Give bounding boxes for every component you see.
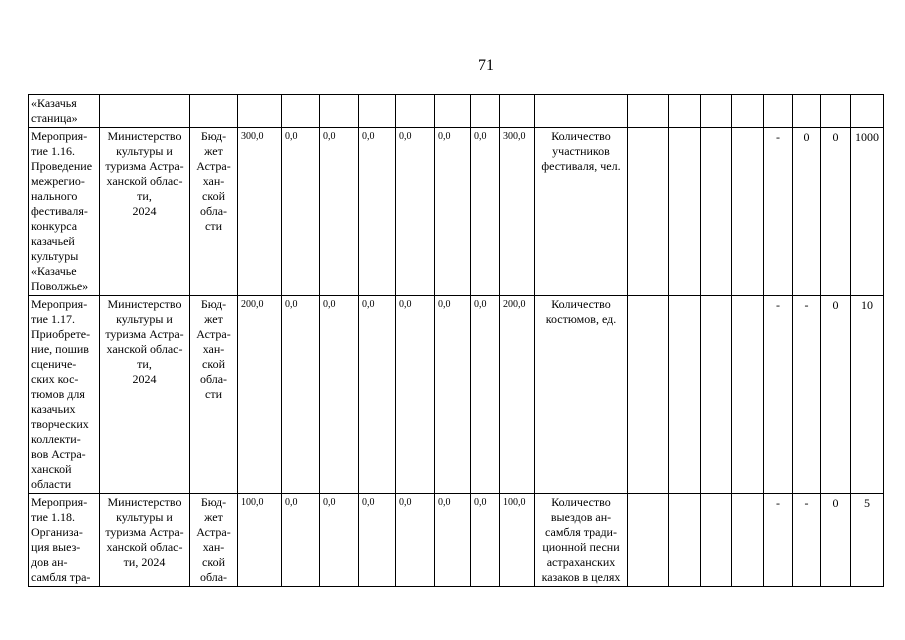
target-value-cell bbox=[851, 95, 884, 128]
executor-cell: Министерство культуры и туризма Астра- ханской облас- ти, 2024 bbox=[100, 128, 190, 296]
funding-source-cell bbox=[190, 95, 238, 128]
funding-amount-cell: 0,0 bbox=[471, 494, 500, 587]
funding-amount-cell bbox=[238, 95, 282, 128]
funding-amount-cell bbox=[435, 95, 471, 128]
target-value-cell bbox=[669, 128, 701, 296]
executor-cell bbox=[100, 95, 190, 128]
page-number: 71 bbox=[478, 57, 494, 74]
funding-amount-cell: 0,0 bbox=[320, 128, 359, 296]
funding-amount-cell: 0,0 bbox=[320, 494, 359, 587]
funding-amount-cell bbox=[359, 95, 396, 128]
target-value-cell: 0 bbox=[821, 128, 851, 296]
funding-source-cell: Бюд- жет Астра- хан- ской обла- сти bbox=[190, 296, 238, 494]
funding-amount-cell: 100,0 bbox=[238, 494, 282, 587]
funding-amount-cell: 0,0 bbox=[471, 128, 500, 296]
target-value-cell bbox=[628, 95, 669, 128]
funding-amount-cell: 100,0 bbox=[500, 494, 535, 587]
target-value-cell: - bbox=[764, 494, 793, 587]
target-value-cell: - bbox=[764, 128, 793, 296]
event-name-cell: Мероприя- тие 1.18. Организа- ция выез- дов ан- самбля тра- bbox=[29, 494, 100, 587]
target-value-cell: 10 bbox=[851, 296, 884, 494]
target-value-cell bbox=[821, 95, 851, 128]
funding-amount-cell: 0,0 bbox=[396, 494, 435, 587]
target-value-cell bbox=[701, 128, 732, 296]
indicator-cell bbox=[535, 95, 628, 128]
target-value-cell: 0 bbox=[793, 128, 821, 296]
target-value-cell bbox=[669, 494, 701, 587]
funding-amount-cell: 300,0 bbox=[238, 128, 282, 296]
target-value-cell: - bbox=[764, 296, 793, 494]
target-value-cell bbox=[764, 95, 793, 128]
funding-amount-cell: 0,0 bbox=[359, 494, 396, 587]
funding-amount-cell: 200,0 bbox=[238, 296, 282, 494]
funding-amount-cell: 200,0 bbox=[500, 296, 535, 494]
target-value-cell: 5 bbox=[851, 494, 884, 587]
target-value-cell: - bbox=[793, 296, 821, 494]
funding-amount-cell: 0,0 bbox=[396, 296, 435, 494]
target-value-cell bbox=[732, 296, 764, 494]
target-value-cell bbox=[628, 296, 669, 494]
funding-amount-cell bbox=[471, 95, 500, 128]
target-value-cell: 1000 bbox=[851, 128, 884, 296]
target-value-cell bbox=[628, 128, 669, 296]
funding-amount-cell: 0,0 bbox=[282, 296, 320, 494]
event-name-cell: «Казачья станица» bbox=[29, 95, 100, 128]
table-row bbox=[29, 296, 884, 494]
funding-amount-cell bbox=[396, 95, 435, 128]
indicator-cell: Количество выездов ан- самбля тради- ционной песни астраханских казаков в целях bbox=[535, 494, 628, 587]
funding-amount-cell bbox=[500, 95, 535, 128]
funding-amount-cell: 0,0 bbox=[282, 494, 320, 587]
funding-amount-cell: 0,0 bbox=[435, 494, 471, 587]
funding-amount-cell bbox=[320, 95, 359, 128]
funding-source-cell: Бюд- жет Астра- хан- ской обла- сти bbox=[190, 128, 238, 296]
target-value-cell: - bbox=[793, 494, 821, 587]
target-value-cell bbox=[669, 95, 701, 128]
funding-amount-cell: 0,0 bbox=[435, 128, 471, 296]
funding-amount-cell: 0,0 bbox=[471, 296, 500, 494]
target-value-cell bbox=[732, 95, 764, 128]
funding-amount-cell: 0,0 bbox=[320, 296, 359, 494]
executor-cell: Министерство культуры и туризма Астра- ханской облас- ти, 2024 bbox=[100, 296, 190, 494]
target-value-cell bbox=[732, 128, 764, 296]
funding-amount-cell: 0,0 bbox=[435, 296, 471, 494]
funding-amount-cell: 0,0 bbox=[396, 128, 435, 296]
table-row bbox=[29, 494, 884, 587]
target-value-cell bbox=[793, 95, 821, 128]
executor-cell: Министерство культуры и туризма Астра- ханской облас- ти, 2024 bbox=[100, 494, 190, 587]
table-row bbox=[29, 95, 884, 128]
target-value-cell bbox=[628, 494, 669, 587]
funding-source-cell: Бюд- жет Астра- хан- ской обла- bbox=[190, 494, 238, 587]
target-value-cell bbox=[701, 296, 732, 494]
funding-amount-cell: 300,0 bbox=[500, 128, 535, 296]
funding-amount-cell bbox=[282, 95, 320, 128]
indicator-cell: Количество костюмов, ед. bbox=[535, 296, 628, 494]
target-value-cell bbox=[701, 494, 732, 587]
funding-amount-cell: 0,0 bbox=[359, 296, 396, 494]
event-name-cell: Мероприя- тие 1.16. Проведение межрегио- нального фестиваля- конкурса казачьей культуры «Казачье Поволжье» bbox=[29, 128, 100, 296]
table-row bbox=[29, 128, 884, 296]
indicator-cell: Количество участников фестиваля, чел. bbox=[535, 128, 628, 296]
target-value-cell: 0 bbox=[821, 494, 851, 587]
funding-amount-cell: 0,0 bbox=[282, 128, 320, 296]
target-value-cell bbox=[669, 296, 701, 494]
funding-amount-cell: 0,0 bbox=[359, 128, 396, 296]
event-name-cell: Мероприя- тие 1.17. Приобрете- ние, пошив сцениче- ских кос- тюмов для казачьих творческих коллекти- вов Астра- ханской области bbox=[29, 296, 100, 494]
program-events-table bbox=[28, 94, 884, 587]
target-value-cell bbox=[732, 494, 764, 587]
target-value-cell: 0 bbox=[821, 296, 851, 494]
target-value-cell bbox=[701, 95, 732, 128]
